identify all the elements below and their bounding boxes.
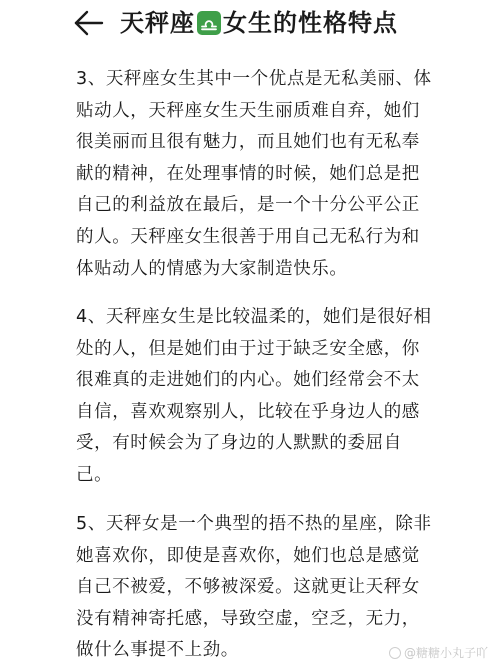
watermark: [389, 644, 488, 661]
paragraph-5: 5、天秤女是一个典型的捂不热的星座，除非她喜欢你，即使是喜欢你，她们也总是感觉自己不被爱，不够被深爱。这就更让天秤女没有精神寄托感，导致空虚，空乏，无力，做什么事提不上劲。: [76, 514, 432, 661]
back-button[interactable]: [72, 6, 106, 40]
page-title: [120, 8, 398, 38]
arrow-left-icon: [72, 6, 106, 40]
watermark-logo-icon: [389, 647, 401, 659]
paragraph-3: 3、天秤座女生其中一个优点是无私美丽、体贴动人，天秤座女生天生丽质难自弃，她们很美丽而且很有魅力，而且她们也有无私奉献的精神，在处理事情的时候，她们总是把自己的利益放在最后，是一个十分公平公正的人。天秤座女生很善于用自己无私行为和体贴动人的情感为大家制造快乐。: [76, 69, 432, 279]
libra-zodiac-icon: [197, 11, 221, 35]
top-bar: [0, 0, 500, 46]
title-prefix: 天秤座: [120, 9, 195, 37]
title-suffix: 女生的性格特点: [223, 9, 398, 37]
paragraph-4: 4、天秤座女生是比较温柔的，她们是很好相处的人，但是她们由于过于缺乏安全感，你很难真的走进她们的内心。她们经常会不太自信，喜欢观察别人，比较在乎身边人的感受，有时候会为了身边的人默默的委屈自己。: [76, 307, 432, 485]
watermark-text: @糖糖小丸子吖: [403, 646, 488, 660]
